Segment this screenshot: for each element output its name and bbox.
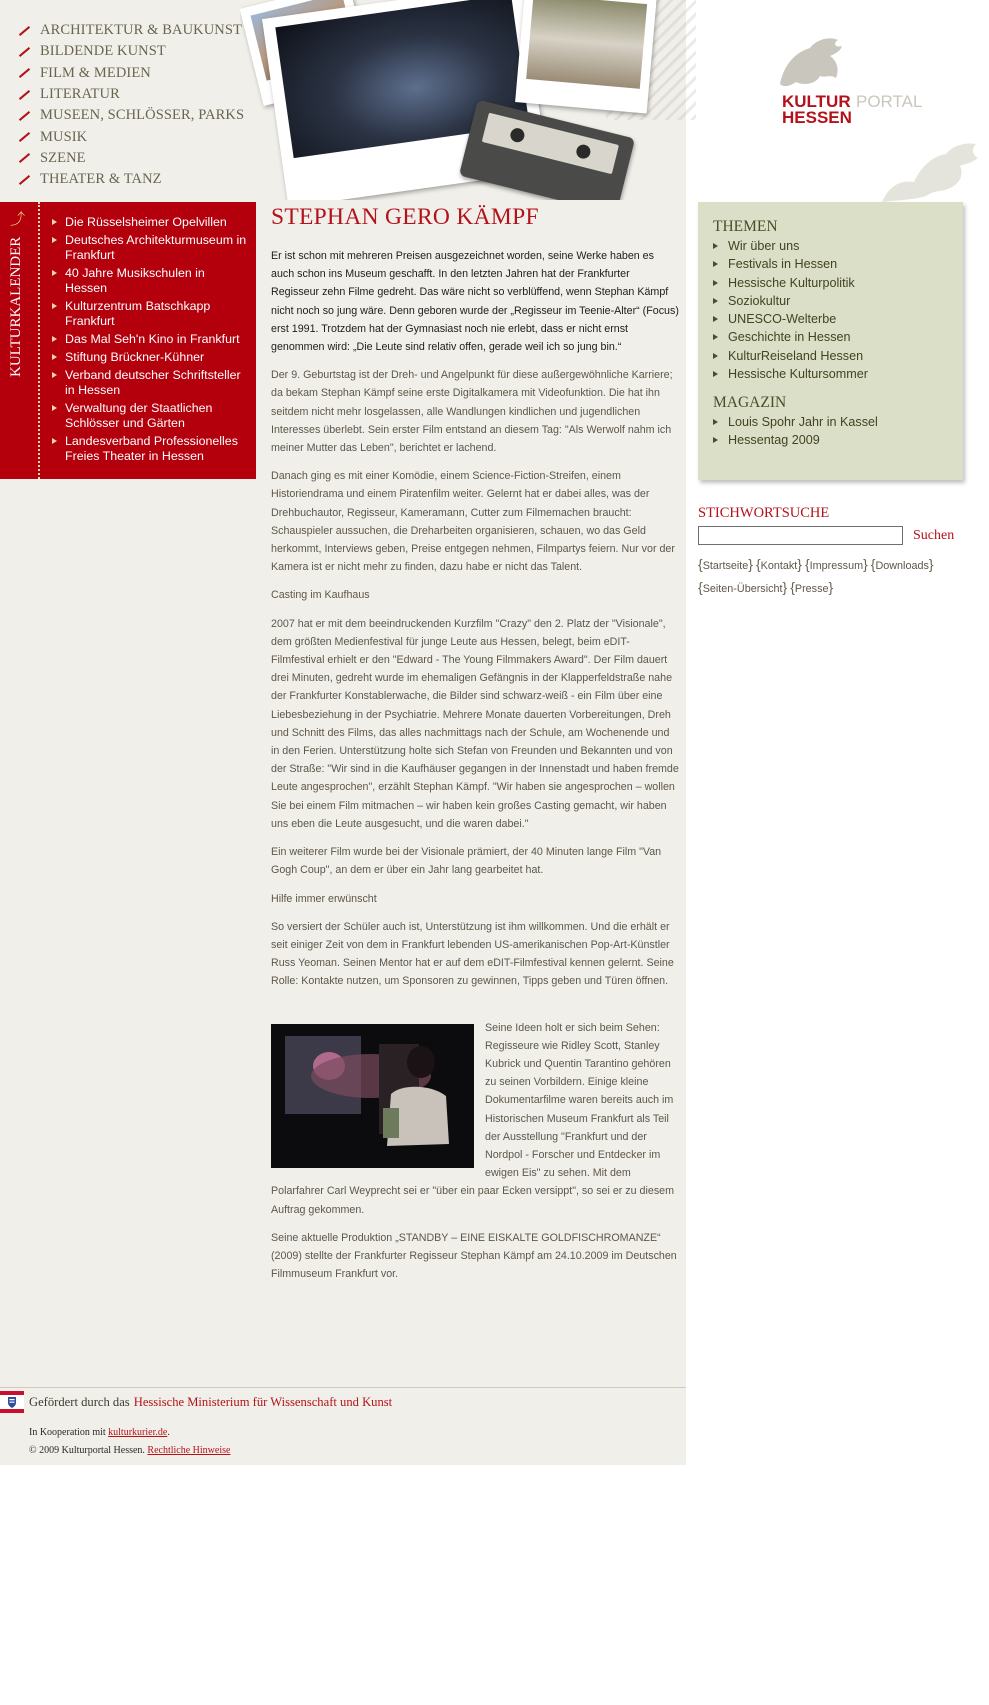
themen-item[interactable]: Hessische Kulturpolitik [713, 274, 868, 292]
copyright: © 2009 Kulturportal Hessen. [29, 1445, 145, 1456]
slash-icon [19, 132, 30, 142]
kalender-item[interactable]: Landesverband Professionelles Freies Theater in Hessen [50, 434, 250, 464]
lion-logo-icon [770, 34, 860, 94]
article-paragraph: Seine aktuelle Produktion „STANDBY – EINE EISKALTE GOLDFISCHROMANZE“ (2009) stellte der Frankfurter Regisseur Stephan Kämpf am 24.10.2009 im Deutschen Filmmuseum Frankfurt vor. [271, 1231, 677, 1281]
themen-box [698, 202, 963, 480]
category-nav [16, 20, 244, 190]
slash-icon [19, 47, 30, 57]
footer-link-impressum[interactable]: Impressum [809, 560, 864, 572]
nav-item-musik[interactable] [16, 126, 244, 147]
article-subheading: Hilfe immer erwünscht [271, 892, 377, 905]
kalender-item[interactable]: Verband deutscher Schriftsteller in Hessen [50, 368, 250, 398]
article-paragraph: Ein weiterer Film wurde bei der Visionale prämiert, der 40 Minuten lange Film "Van Gogh Coup", an dem er über ein Jahr lang gearbeitet hat. [271, 846, 662, 877]
lion-decoration-icon [880, 140, 980, 204]
magazin-list [713, 413, 878, 450]
nav-link[interactable]: SZENE [40, 149, 86, 166]
themen-item[interactable]: KulturReiseland Hessen [713, 347, 868, 365]
kulturkalender-box [0, 202, 256, 479]
kulturkalender-list [50, 215, 250, 467]
themen-heading: THEMEN [713, 218, 778, 235]
article [271, 204, 679, 1293]
footer-link-startseite[interactable]: Startseite [702, 560, 749, 572]
coop-prefix: In Kooperation mit [29, 1427, 106, 1438]
article-title: STEPHAN GERO KÄMPF [271, 204, 539, 230]
kalender-item[interactable]: Deutsches Architekturmuseum in Frankfurt [50, 233, 250, 263]
magazin-item[interactable]: Hessentag 2009 [713, 431, 878, 449]
nav-link[interactable]: MUSEEN, SCHLÖSSER, PARKS [40, 107, 245, 124]
article-paragraph: 2007 hat er mit dem beeindruckenden Kurzfilm "Crazy" den 2. Platz der "Visionale", dem größten Medienfestival für junge Leute aus Hessen, belegt, beim eDIT-Filmfestival erhielt er den "Edward - The Young Filmmakers Award". Der Film dauert drei Minuten, gedreht wurde im ehemaligen Gefängnis in der Klapperfeldstraße nahe der Frankfurter Konstablerwache, die Bilder sind schwarz-weiß - ein Film über eine Liebesbeziehung in der Psychiatrie. Mehrere Monate dauerten Vorbereitungen, Dreh und Schnitt des Films, das alles nachmittags nach der Schule, am Wochenende und in den Ferien. Unterstützung holte sich Stefan von Freunden und Bekannten und von der Straße: "Wir sind in die Kaufhäuser gegangen in der Innenstadt und haben fremde Leute angesprochen", erzählt Stephan Kämpf. "Wir haben sie angesprochen – wollen Sie bei einem Film mitmachen – wir haben kein großes Casting gemacht, wir haben uns eben die Leute ausgesucht, und die waren dabei." [271, 617, 679, 830]
cassette-image [459, 100, 635, 200]
hessen-coat-of-arms-icon [0, 1391, 24, 1413]
kalender-item[interactable]: Kulturzentrum Batschkapp Frankfurt [50, 299, 250, 329]
kulturkalender-label: KULTURKALENDER [8, 236, 24, 377]
kalender-item[interactable]: Das Mal Seh'n Kino in Frankfurt [50, 332, 250, 347]
slash-icon [19, 175, 30, 185]
nav-link[interactable]: ARCHITEKTUR & BAUKUNST [40, 22, 242, 39]
nav-link[interactable]: MUSIK [40, 128, 88, 145]
slash-icon [19, 68, 30, 78]
funding-notice [0, 1390, 392, 1414]
nav-item-bildende-kunst[interactable] [16, 41, 244, 62]
article-lead: Er ist schon mit mehreren Preisen ausgezeichnet worden, seine Werke haben es auch schon ins Museum geschafft. In den letzten Jahren hat der Frankfurter Regisseur zehn Filme gedreht. Das wäre nicht so verblüffend, wenn Stephan Kämpf nicht noch so jung wäre. Denn geboren wurde der „Regisseur im Teenie-Alter“ (Focus) erst 1991. Trotzdem hat der Gymnasiast noch nie erlebt, dass er nicht ernst genommen wird: „Die Leute sind relativ offen, gerade weil ich so jung bin.“ [271, 250, 679, 354]
slash-icon [19, 111, 30, 121]
magazin-heading: MAGAZIN [713, 394, 787, 411]
article-paragraph: Danach ging es mit einer Komödie, einem Science-Fiction-Streifen, einem Historiendrama und einem Piratenfilm weiter. Gelernt hat er dabei alles, was der Drehbuchautor, Regisseur, Kameramann, Cutter zum Filmemachen braucht: Schauspieler aussuchen, die Dreharbeiten organisieren, schauen, wo das Geld herkommt, Interviews geben, Preise entgegen nehmen, Filmpartys feiern. Nur vor der Kamera ist er nicht mehr zu finden, dazu habe er nicht das Talent. [271, 470, 675, 574]
kulturkurier-link[interactable]: kulturkurier.de [108, 1427, 168, 1438]
photo-nurse [515, 0, 657, 114]
nav-link[interactable]: FILM & MEDIEN [40, 64, 151, 81]
magazin-item[interactable]: Louis Spohr Jahr in Kassel [713, 413, 878, 431]
article-paragraph: So versiert der Schüler auch ist, Unterstützung ist ihm willkommen. Und die erhält er seit einiger Zeit von dem in Frankfurt lebenden US-amerikanischen Pop-Art-Künstler Russ Yeoman. Seinen Mentor hat er auf dem eDIT-Filmfestival kennen gelernt. Seine Rolle: Kontakte nutzen, um Sponsoren zu gewinnen, Tipps geben und Türen öffnen. [271, 920, 674, 988]
themen-item[interactable]: UNESCO-Welterbe [713, 310, 868, 328]
themen-item[interactable]: Geschichte in Hessen [713, 328, 868, 346]
footer-links: {Startseite} {Kontakt} {Impressum} {Downloads} {Seiten-Übersicht} {Presse} [698, 556, 934, 595]
kalender-item[interactable]: 40 Jahre Musikschulen in Hessen [50, 266, 250, 296]
logo-hessen: HESSEN [782, 108, 852, 127]
article-paragraph: Seine Ideen holt er sich beim Sehen: Regisseure wie Ridley Scott, Stanley Kubrick und Quentin Tarantino gehören zu seinen Vorbildern. Einige kleine Dokumentarfilme waren bereits auch im Historischen Museum Frankfurt als Teil der Ausstellung "Frankfurt und der Nordpol - Forscher und Entdecker im ewigen Eis" zu sehen. Mit dem Polarfahrer Carl Weyprecht sei er "über ein paar Ecken versippt", so sei er zu diesem Auftrag gekommen. [271, 1021, 675, 1216]
cooperation-notice [29, 1424, 230, 1460]
nav-item-szene[interactable] [16, 148, 244, 169]
footer-link-presse[interactable]: Presse [794, 583, 829, 595]
curved-arrow-icon: ⤴ [10, 211, 26, 228]
rechtliche-hinweise-link[interactable]: Rechtliche Hinweise [147, 1445, 231, 1456]
slash-icon [19, 26, 30, 36]
nav-item-theater-tanz[interactable] [16, 169, 244, 190]
themen-item[interactable]: Wir über uns [713, 237, 868, 255]
nav-item-film-medien[interactable] [16, 63, 244, 84]
kulturkalender-tab[interactable] [0, 202, 36, 479]
film-still-image [271, 1024, 474, 1168]
search-input[interactable] [698, 526, 903, 545]
nav-item-literatur[interactable] [16, 84, 244, 105]
funding-text: Gefördert durch das [29, 1394, 130, 1409]
nav-link[interactable]: BILDENDE KUNST [40, 43, 166, 60]
footer-link-seiten-uebersicht[interactable]: Seiten-Übersicht [702, 583, 783, 595]
search-heading: STICHWORTSUCHE [698, 505, 830, 521]
footer-link-downloads[interactable]: Downloads [875, 560, 929, 572]
search-area [698, 505, 963, 545]
nav-link[interactable]: LITERATUR [40, 86, 120, 103]
header-photo-collage [240, 0, 686, 200]
themen-item[interactable]: Hessische Kultursommer [713, 365, 868, 383]
slash-icon [19, 153, 30, 163]
kalender-item[interactable]: Verwaltung der Staatlichen Schlösser und Gärten [50, 401, 250, 431]
logo-portal: PORTAL [856, 92, 923, 111]
footer-divider [0, 1387, 686, 1388]
kulturportal-logo[interactable] [770, 34, 940, 127]
kalender-item[interactable]: Die Rüsselsheimer Opelvillen [50, 215, 250, 230]
ministerium-link[interactable]: Hessische Ministerium für Wissenschaft und Kunst [133, 1394, 393, 1409]
footer-link-kontakt[interactable]: Kontakt [760, 560, 798, 572]
article-paragraph: Der 9. Geburtstag ist der Dreh- und Angelpunkt für diese außergewöhnliche Karriere; da bekam Stephan Kämpf seine erste Digitalkamera mit Videofunktion. Die hat ihn seitdem nicht mehr losgelassen, alle Wandlungen kindlichen und jugendlichen Interesses überlebt. Sein erster Film entstand an diesem Tag: "Als Werwolf nahm ich meiner Mutter das Leben", berichtet er lachend. [271, 369, 673, 455]
coop-suffix: . [167, 1427, 170, 1438]
logo-kultur: KULTUR [782, 92, 851, 111]
slash-icon [19, 90, 30, 100]
article-subheading: Casting im Kaufhaus [271, 589, 370, 602]
kalender-item[interactable]: Stiftung Brückner-Kühner [50, 350, 250, 365]
search-button[interactable]: Suchen [913, 527, 955, 543]
themen-item[interactable]: Festivals in Hessen [713, 255, 868, 273]
dotted-divider [38, 202, 40, 479]
nav-item-museen[interactable] [16, 105, 244, 126]
nav-link[interactable]: THEATER & TANZ [40, 171, 162, 188]
nav-item-architektur[interactable] [16, 20, 244, 41]
themen-list [713, 237, 868, 383]
themen-item[interactable]: Soziokultur [713, 292, 868, 310]
